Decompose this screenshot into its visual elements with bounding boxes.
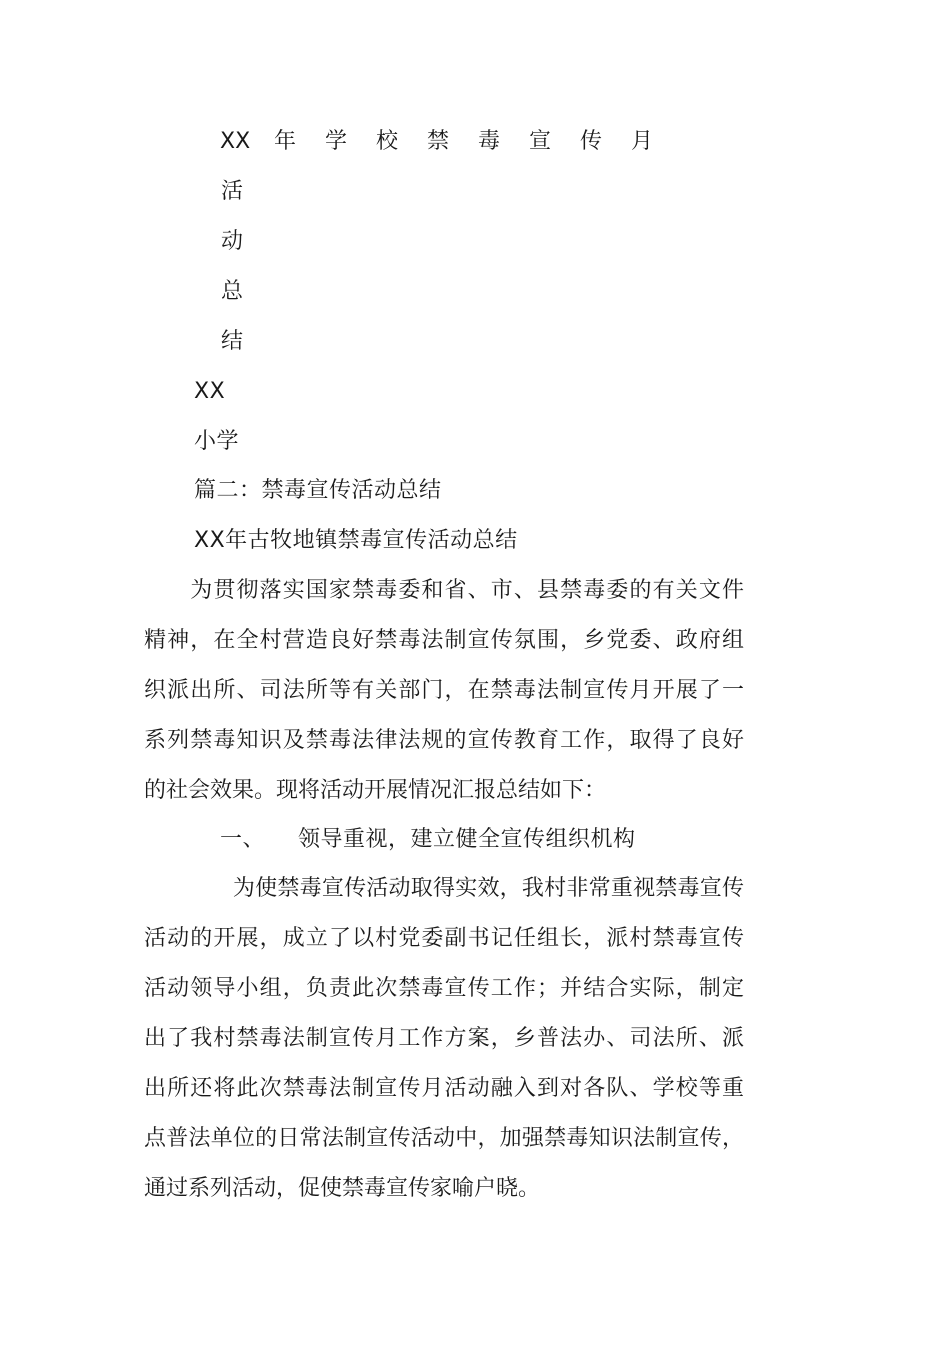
title-char: 校 [376, 129, 399, 154]
title-char-vertical: 活 [221, 179, 244, 204]
heading-1-number: 一、 [220, 827, 266, 852]
paragraph-line: 为使禁毒宣传活动取得实效，我村非常重视禁毒宣传 [144, 876, 744, 901]
sub-title: XX年古牧地镇禁毒宣传活动总结 [194, 528, 518, 553]
heading-1-text: 领导重视，建立健全宣传组织机构 [298, 827, 636, 852]
paragraph-line: 活动领导小组，负责此次禁毒宣传工作；并结合实际，制定 [144, 976, 744, 1001]
title-char-vertical: 总 [221, 279, 244, 304]
title-char: 学 [325, 129, 348, 154]
title-char: 月 [631, 129, 654, 154]
paragraph-line: 为贯彻落实国家禁毒委和省、市、县禁毒委的有关文件 [144, 578, 744, 603]
paragraph-line: 织派出所、司法所等有关部门，在禁毒法制宣传月开展了一 [144, 678, 744, 703]
paragraph-line: 的社会效果。现将活动开展情况汇报总结如下： [144, 778, 607, 803]
title-char-vertical: 结 [221, 329, 244, 354]
paragraph-line: 精神，在全村营造良好禁毒法制宣传氛围，乡党委、政府组 [144, 628, 744, 653]
intro-paragraph [144, 566, 744, 816]
body-paragraph-1 [144, 864, 744, 1214]
school-type: 小学 [194, 429, 240, 454]
school-abbr: XX [194, 379, 226, 404]
paragraph-line: 通过系列活动，促使禁毒宣传家喻户晓。 [144, 1176, 541, 1201]
title-char: 禁 [427, 129, 450, 154]
title-char-vertical: 动 [221, 229, 244, 254]
title-char: 年 [274, 129, 297, 154]
title-char: 宣 [529, 129, 552, 154]
paragraph-line: 出了我村禁毒法制宣传月工作方案，乡普法办、司法所、派 [144, 1026, 744, 1051]
paragraph-line: 活动的开展，成立了以村党委副书记任组长，派村禁毒宣传 [144, 926, 744, 951]
title-char: 毒 [478, 129, 501, 154]
title-char: 传 [580, 129, 603, 154]
paragraph-line: 点普法单位的日常法制宣传活动中，加强禁毒知识法制宣传， [144, 1126, 744, 1151]
title-char: XX [220, 129, 251, 154]
section-heading: 篇二：禁毒宣传活动总结 [194, 478, 442, 503]
paragraph-line: 系列禁毒知识及禁毒法律法规的宣传教育工作，取得了良好 [144, 728, 744, 753]
document-title [220, 127, 682, 157]
paragraph-line: 出所还将此次禁毒法制宣传月活动融入到对各队、学校等重 [144, 1076, 744, 1101]
